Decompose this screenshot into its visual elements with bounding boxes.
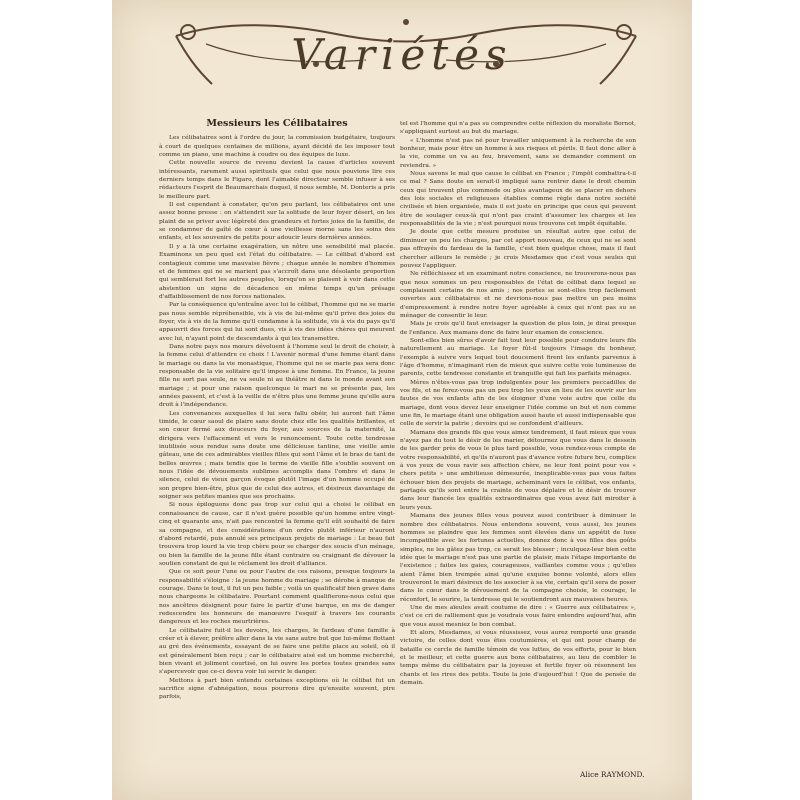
article-column-left	[159, 120, 395, 702]
paragraph: Mettons à part bien entendu certaines exceptions où le célibat fut un sacrifice signe d'abnégation, nous pourrons dire qu'ensuite souvent, pire parfois,	[159, 677, 395, 701]
paragraph: Ne réfléchissez et en examinant notre conscience, ne trouverons-nous pas que nous sommes un peu responsables de l'état de célibat dans lequel se complaisent certains de nos amis ; nos portes se sont-elles trop facilement ouvertes aux célibataires et ne devrions-nous pas mettre un peu moins d'empressement à rendre notre foyer agréable à ceux qui n'ont pas su se ménager de consentir le leur.	[400, 271, 636, 319]
paragraph: Nous savons le mal que cause le célibat en France ; l'impôt combattra-t-il ce mal ? Sans doute en serait-il impliqué sans rentrer dans le droit chemin ceux qui trouvent plus commode ou plus avantageux de se placer en dehors des lois sociales et religieuses établies comme règle dans notre société civilisée et bien organisée, mais il est juste en principe que ceux qui peuvent être de soulager ceux-là qui n'ont pas craint d'assumer les charges et les responsabilités de la vie ; n'est pourquoi nous trouvons cet impôt équitable.	[400, 171, 636, 228]
paragraph: Je doute que cette mesure produise un résultat autre que celui de diminuer un peu les charges, par cet apport nouveau, de ceux qui ne se sont pas effrayés du fardeau de la famille, c'est bien quelque chose, mais il faut chercher ailleurs le remède ; je crois Mesdames que c'est vous seules qui pouvez l'appliquer.	[400, 229, 636, 269]
author-signature: Alice RAYMOND.	[580, 770, 645, 779]
paragraph: Que ce soit pour l'une ou pour l'autre de ces raisons, presque toujours la responsabilité s'éloigne : la jeune homme du mariage ; se dérobe à manque de courage. Dans le tout, il fut un peu faible ; voilà un qualificatif bien grave dans nous chargeons le célibataire. Pourtant comment qualifierons-nous celui que nos ancêtres désignent pour faire le partir d'une barque, en ms de danger redescendre les honneurs de manœuvre l'esquif à travers les courants dangereux et les roches meurtrières.	[159, 569, 395, 626]
paragraph: Mamans des grands fils que vous aimez tendrement, il faut mieux que vous n'ayez pas du tout le désir de les marier, détournez que vous dans le dessein de les garder près de vous le plus tard possible, vous rendez-vous compte de votre responsabilité, et qu'ils n'auront pas d'avance votre future bru, complice à vos yeux de vous ravir ses affection chère, ne leur font point pour vos « chers petits » une ambitieuse démesurée, inexplicable-vous pas vous faites échouer bien des projets de mariage, acheminant vers le célibat, vos enfants, partagés qu'ils sont entre la crainte de vous déplaire et le désir de trouver dans leur fiancée les qualités extraordinaires que vous avez fait miroiter à leurs yeux.	[400, 429, 636, 511]
paragraph: Par la conséquence qu'entraîne avec lui le célibat, l'homme qui ne se marie pas nous semble répréhensible, vis à vis de lui-même qu'il prive des joies du foyer, vis à vis de la femme qu'il condamne à la solitude, vis à vis du pays qu'il appauvrit des forces qui lui sont dues, vis à vis des idées chères qui meurent avec lui, n'ayant point de descendants à qui les transmettre.	[159, 302, 395, 342]
paragraph: Les célibataires sont à l'ordre du jour, la commission budgétaire, toujours à court de quelques centaines de millions, ayant décidé de les imposer tout comme un piano, une machine à coudre ou des équipes de luxe.	[159, 135, 395, 159]
paragraph: Les convenances auxquelles il lui sera fallu obéir, lui auront fait l'âme timide, le cœur saoul de plaire sans doute chez elle les qualités brillantes, et son cœur fermé aux douceurs du foyer, aux sources de la maternité, la dirigera vers l'effacement et vers le renoncement. Toute cette tendresse inutilisée sous rendue sans doute une délicieuse tantine, une vieille amie gâteau, une de ces admirables vieilles filles qui sont l'âme et le bras de tant de belles œuvres ; mais tendis que le terme de vieille fille s'oublie souvent on nous l'idée de dévouements sublimes accomplis dans l'ombre et dans le silence, celui de vieux garçon évoque plutôt l'image d'un homme occupé de son propre bien-être, plus que de celui des autres, et désireux davantage de soigner ses petites manies que ses prochains.	[159, 410, 396, 501]
article-title: Messieurs les Célibataires	[206, 118, 348, 129]
paragraph: Mais je crois qu'il faut envisager la question de plus loin, je dirai presque de l'enfance. Aux mamans donc de faire leur examen de conscience.	[400, 321, 636, 336]
paragraph: Une de mes aïeules avait coutume de dire : « Guerre aux célibataires », c'est ce cri de ralliement que je voudrais vous faire entendre aujourd'hui, afin que vous aussi mesniez le bon combat.	[400, 604, 636, 628]
article-column-right	[400, 120, 636, 687]
paragraph: Sont-elles bien sûres d'avoir fait tout leur possible pour conduire leurs fils naturellement au mariage. Le foyer fût-il toujours l'image du bonheur, l'exemple à suivre vers lequel tout doucement firent les enfants parvenus à l'âge d'homme, n'imaginant rien de mieux que suivre cette voie lumineuse de parents, cette tendresse constante et tranquille qui fait les parfaits ménages.	[400, 337, 636, 378]
paragraph: Il est cependant à constater, qu'on peu parlant, les célibataires ont une assez bonne presse : on s'attendrit sur la solitude de leur foyer désert, on les plaint de se priver avec légèreté des grandeurs et fortes joies de la famille, de se condamner de gaîté de cœur à une vieillesse morne sans les soins des enfants, et les souvenirs de petits pour adoucir leurs dernières années.	[159, 202, 395, 242]
paragraph: Si nous épiloguons donc pas trop sur celui qui a choisi le célibat en connaissance de cause, car il n'est guère possible qu'un homme entre vingt-cinq et quarante ans, n'ait pas rencontré la femme qu'il eût souhaité de faire sa compagne, et des considérations d'un ordre plutôt inférieur n'auront d'abord retardé, puis annulé ses principaux projets de mariage : Le beau fait trouvera trop lourd la vie trop chère pour se charger des soucis d'un ménage, ou bien la famille de la jeune fille étant contraire ou craignant de dévouer la soutien constant de qui le réclament les droit d'alliance.	[159, 502, 395, 567]
paragraph: tel est l'homme qui n'a pas su comprendre cette réflexion du moraliste Bornot, s'appliquant surtout au but du mariage.	[400, 121, 636, 136]
paragraph: Le célibataire fuit-il les devoirs, les charges, le fardeau d'une famille à créer et à élever, préfère aller dans la vie sans autre but que lui-même flottant au gré des événements, essayant de se faire une petite place au soleil, où il est généralement bien reçu ; car le célibataire aisé est un homme recherché, bien vivant et joliment courtisé, on lui ouvre les portes toutes grandes sans s'apercevoir que ce-ci devra voir lui servir le danger.	[159, 627, 395, 676]
paragraph: Et alors, Mesdames, si vous réussissez, vous aurez remporté une grande victoire, de celles dont vous êtes coutumières, et qui ont pour champ de bataille ce cercle de famille témoin de vos luttes, de vos efforts, pour le bien et le meilleur, et cette guerre aux bons célibataires, au lieu de combler le temps même du célibataire par la joyeuse et fertile foyer où résonnent les chants et les rires des petits. Toute la joie d'aujourd'hui ! Que de pensée de demain.	[400, 629, 636, 687]
paragraph: Mamans des jeunes filles vous pouvez aussi contribuer à diminuer le nombre des célibataires. Nous entendons souvent, vous aussi, les jeunes hommes se plaindre que les femmes sont élevées dans un appétit de luxe incompatible avec les fortunes actuelles, donnez donc à vos filles des goûts simples, ne les gâtez pas trop, ce serait les blesser ; inculquez-leur bien cette idée que le mariage n'est pas une partie de plaisir, mais l'étape importante de l'existence ; faites les gaies, courageuses, vaillantes comme vous ; qu'elles aient l'âme bien trempée ainsi qu'une exquise bonne volonté, alors elles trouveront le mari désireux de les associer à sa vie, certain qu'il sera de poser dans le cœur dans le dévouement de la compagne choisie, le courage, le réconfort, le sourire, la tendresse qui le soutiendront aux mauvaises heures.	[400, 513, 636, 603]
newspaper-page	[112, 0, 692, 800]
masthead-title: Variétés	[291, 30, 513, 79]
paragraph: « L'homme n'est pas né pour travailler uniquement à la recherche de son bonheur, mais pour être un homme à ses risques et périls. Il faut donc aller à la vie, comme un va au feu, bravement, sans se demander comment on reviendra. »	[400, 137, 636, 169]
paragraph: Mères n'êtes-vous pas trop indulgentes pour les premiers peccadilles de vos fils, et ne ferez-vous pas un peu trop les yeux en lieu de les ouvrir sur les fautes de vos enfants afin de les éloigner d'une voie autre que celle du mariage, dont vous devez leur enseigner l'idée comme un but et non comme une fin, le mariage étant une obligation aussi haute et aussi indispensable que celle de servir la patrie ; devoirs qui se confondent d'ailleurs.	[400, 379, 636, 428]
paragraph: Cette nouvelle source de revenu devient la cause d'articles souvent intéressants, rarement aussi spirituels que celui que nous pouvions lire ces derniers temps dans le Figaro, dont l'aimable directeur semble infuser à ses rédacteurs l'esprit de Beaumarchais duquel, il nous semble, M. Donteris a pris le meilleure part.	[159, 160, 395, 200]
paragraph: Dans notre pays nos mœurs dévoluent à l'homme seul le droit de choisir, à la femme celui d'attendre ce choix ! L'avenir normal d'une femme étant dans le mariage ou dans la vie monastique, l'homme qui ne se marie pas sera donc responsable de la vie solitaire qu'il impose à une femme. En France, la jeune fille ne sort pas seule, ne va seule ni au théâtre ni dans le monde avant son mariage ; si pour une raison quelconque le mari ne se présente pas, les années passent, et c'est à la veille de n'être plus une femme jeune qu'elle aura droit à l'indépendance.	[159, 343, 395, 409]
paragraph: Il y a là une certaine exagération, un nôtre une sensibilité mal placée. Examinons un peu quel est l'état du célibataire. — Le célibat d'abord est contagieux comme une mauvaise fièvre ; chaque année le nombre d'hommes et de femmes qui ne se marient pas s'accroît dans une désolante proportion qui semblerait fort les autres peuples, lorsqu'on se plaisent à voir dans cette abstention un signe de décadence en même temps qu'un présage d'affaiblissement de nos forces nationales.	[159, 243, 395, 300]
